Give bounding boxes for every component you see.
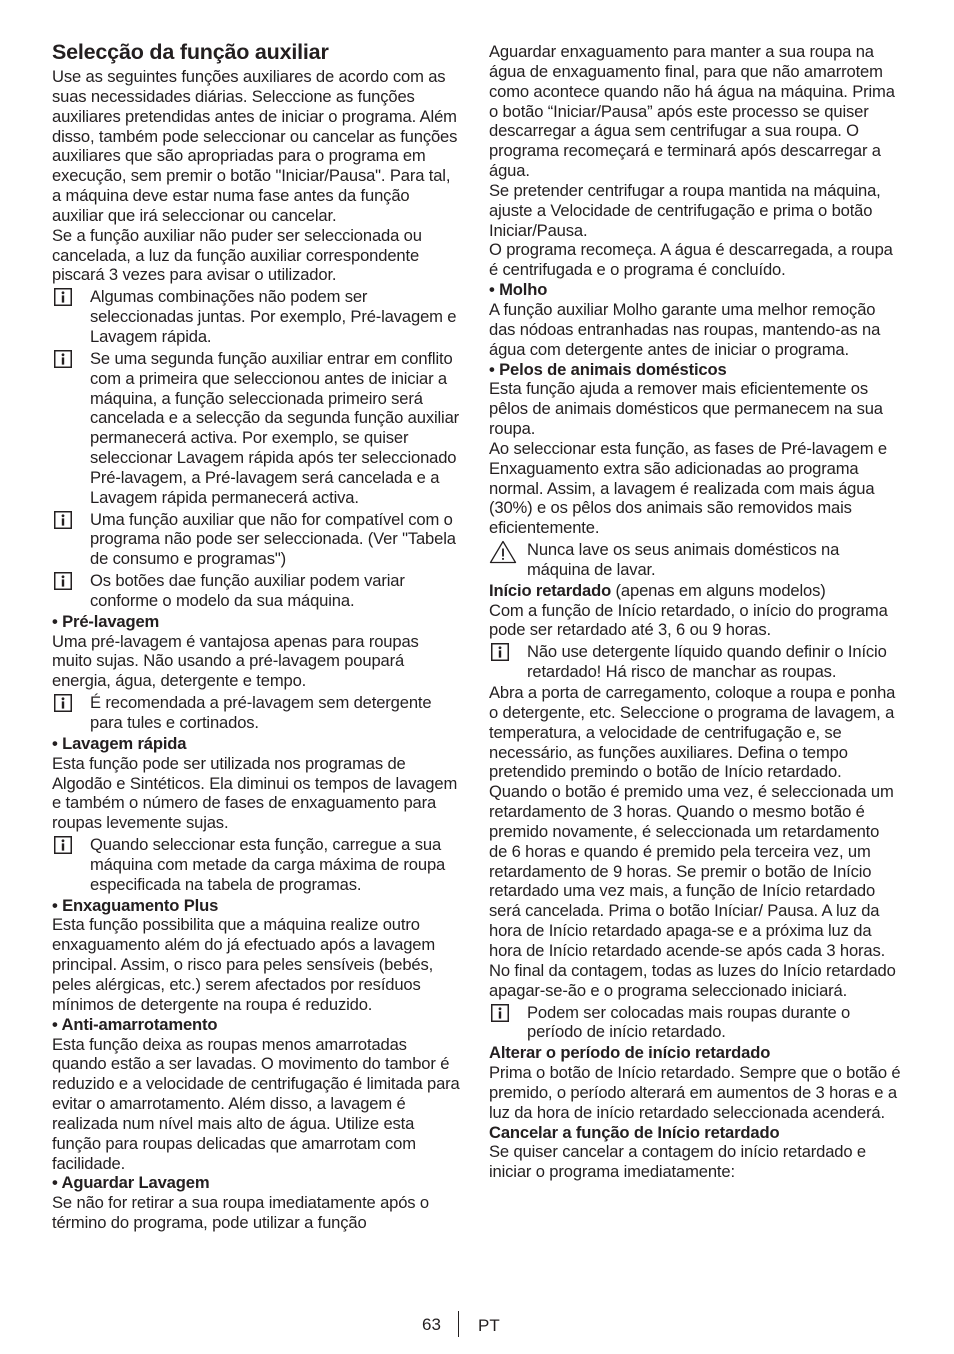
paragraph: A função auxiliar Molho garante uma melhor remoção das nódoas entranhadas nas roupas, mantendo-as na água com detergente antes de iniciar o programa. xyxy=(489,299,881,359)
heading-cancelar-funcao: Cancelar a função de Início retardado xyxy=(489,1122,780,1142)
paragraph: Esta função pode ser utilizada nos programas de Algodão e Sintéticos. Ela diminui os tempos de lavagem e também o número de fases de enxaguamento para roupas levemente sujas. xyxy=(52,753,458,833)
info-icon xyxy=(54,836,72,854)
page-number: 63 xyxy=(422,1315,441,1334)
heading-alterar-periodo: Alterar o período de início retardado xyxy=(489,1043,771,1063)
right-column xyxy=(489,42,901,1182)
heading-anti-amarrotamento: • Anti-amarrotamento xyxy=(52,1014,218,1034)
paragraph: O programa recomeça. A água é descarregada, a roupa é centrifugada e o programa é concluído. xyxy=(489,240,893,280)
paragraph: Esta função ajuda a remover mais eficientemente os pêlos de animais domésticos que permanecem na sua roupa. xyxy=(489,379,883,439)
intro-paragraph-2: Se a função auxiliar não puder ser seleccionada ou cancelada, a luz da função auxiliar correspondente piscará 3 vezes para avisar o utilizador. xyxy=(52,225,422,285)
info-note: É recomendada a pré-lavagem sem detergente para tules e cortinados. xyxy=(52,693,462,733)
paragraph: Ao seleccionar esta função, as fases de Pré-lavagem e Enxaguamento extra são adicionadas ao programa normal. Assim, a lavagem é realizada com mais água (30%) e os pêlos dos animais são removidos mais eficientemente. xyxy=(489,438,887,538)
heading-inicio-retardado: Início retardado (apenas em alguns modelos) xyxy=(489,580,826,600)
info-note: Os botões dae função auxiliar podem variar conforme o modelo da sua máquina. xyxy=(52,571,462,611)
warning-icon xyxy=(489,540,517,564)
info-note: Uma função auxiliar que não for compatível com o programa não pode ser seleccionada. (Ver "Tabela de consumo e programas") xyxy=(52,510,462,570)
section-title: Selecção da função auxiliar xyxy=(52,40,329,64)
left-column xyxy=(52,40,462,1233)
info-note: Algumas combinações não podem ser seleccionadas juntas. Por exemplo, Pré-lavagem e Lavagem rápida. xyxy=(52,287,462,347)
paragraph: Se não for retirar a sua roupa imediatamente após o término do programa, pode utilizar a função xyxy=(52,1193,429,1233)
info-icon xyxy=(54,694,72,712)
warning-note: Nunca lave os seus animais domésticos na máquina de lavar. xyxy=(489,540,901,580)
footer-divider xyxy=(458,1311,459,1337)
info-icon xyxy=(54,572,72,590)
heading-molho: • Molho xyxy=(489,280,548,300)
paragraph: Aguardar enxaguamento para manter a sua roupa na água de enxaguamento final, para que não amarrotem como acontece quando não há água na máquina. Prima o botão “Iniciar/Pausa” após este processo se quiser descarregar a água sem centrifugar a sua roupa. O programa recomeçará e terminará após descarregar a água. xyxy=(489,42,895,181)
info-note: Não use detergente líquido quando definir o Início retardado! Há risco de manchar as roupas. xyxy=(489,642,901,682)
heading-pelos-animais: • Pelos de animais domésticos xyxy=(489,359,727,379)
intro-paragraph: Use as seguintes funções auxiliares de acordo com as suas necessidades diárias. Seleccione as funções auxiliares pretendidas antes de iniciar o programa. Além disso, também pode seleccionar ou cancelar as funções auxiliares que são apropriadas para o programa em execução, sem premir o botão "Iniciar/Pausa". Para tal, a máquina deve estar numa fase antes da função auxiliar que irá seleccionar ou cancelar. xyxy=(52,67,458,225)
info-icon xyxy=(54,288,72,306)
heading-enxaguamento-plus: • Enxaguamento Plus xyxy=(52,895,219,915)
info-icon xyxy=(54,511,72,529)
paragraph: Prima o botão de Início retardado. Sempre que o botão é premido, o período alterará em aumentos de 3 horas e a luz da hora de início retardado seleccionada acenderá. xyxy=(489,1063,901,1122)
paragraph: Com a função de Início retardado, o início do programa pode ser retardado até 3, 6 ou 9 horas. xyxy=(489,600,888,640)
info-icon xyxy=(54,350,72,368)
language-code: PT xyxy=(478,1316,500,1335)
paragraph: Esta função possibilita que a máquina realize outro enxaguamento além do já efectuado após a lavagem principal. Assim, o risco para peles sensíveis (bebés, peles alérgicas, etc.) serem afectados por resíduos mínimos de detergente na roupa é reduzido. xyxy=(52,915,436,1014)
info-note: Se uma segunda função auxiliar entrar em conflito com a primeira que seleccionou antes de iniciar a máquina, a função seleccionada primeiro será cancelada e a selecção da segunda função auxiliar permanecerá activa. Por exemplo, se quiser seleccionar Lavagem rápida após ter seleccionado Pré-lavagem, a Pré-lavagem será cancelada e a Lavagem rápida permanecerá activa. xyxy=(52,349,462,508)
heading-lavagem-rapida: • Lavagem rápida xyxy=(52,733,187,753)
paragraph: Abra a porta de carregamento, coloque a roupa e ponha o detergente, etc. Seleccione o programa de lavagem, a temperatura, a velocidade de centrifugação e, se necessário, as funções auxiliares. Defina o tempo pretendido premindo o botão de Início retardado. Quando o botão é premido uma vez, é seleccionada um retardamento de 3 horas. Quando o mesmo botão é premido novamente, é seleccionada um retardamento de 6 horas e quando é premido pela terceira vez, um retardamento de 9 horas. Se premir o botão de Início retardado uma vez mais, a função de Início retardado será cancelada. Prima o botão Iníciar/ Pausa. A luz da hora de Início retardado apaga-se e a próxima luz da hora de Início retardado acende-se após cada 3 horas. No final da contagem, todas as luzes do Início retardado apagar-se-ão e o programa seleccionado iniciará. xyxy=(489,683,896,1000)
paragraph: Se pretender centrifugar a roupa mantida na máquina, ajuste a Velocidade de centrifugação e prima o botão Iniciar/Pausa. xyxy=(489,180,881,240)
heading-pre-lavagem: • Pré-lavagem xyxy=(52,611,160,631)
info-note: Quando seleccionar esta função, carregue a sua máquina com metade da carga máxima de roupa especificada na tabela de programas. xyxy=(52,835,462,895)
info-icon xyxy=(491,1004,509,1022)
info-note: Podem ser colocadas mais roupas durante o período de início retardado. xyxy=(489,1003,901,1043)
paragraph: Esta função deixa as roupas menos amarrotadas quando estão a ser lavadas. O movimento do tambor é reduzido e a velocidade de centrifugação é limitada para evitar o amarrotamento. Além disso, a lavagem é realizada num nível mais alto de água. Utilize esta função para roupas delicadas que amarrotam com facilidade. xyxy=(52,1034,460,1173)
info-icon xyxy=(491,643,509,661)
paragraph: Se quiser cancelar a contagem do início retardado e iniciar o programa imediatamente: xyxy=(489,1142,867,1182)
heading-aguardar-lavagem: • Aguardar Lavagem xyxy=(52,1173,210,1193)
paragraph: Uma pré-lavagem é vantajosa apenas para roupas muito sujas. Não usando a pré-lavagem poupará energia, água, detergente e tempo. xyxy=(52,631,419,691)
